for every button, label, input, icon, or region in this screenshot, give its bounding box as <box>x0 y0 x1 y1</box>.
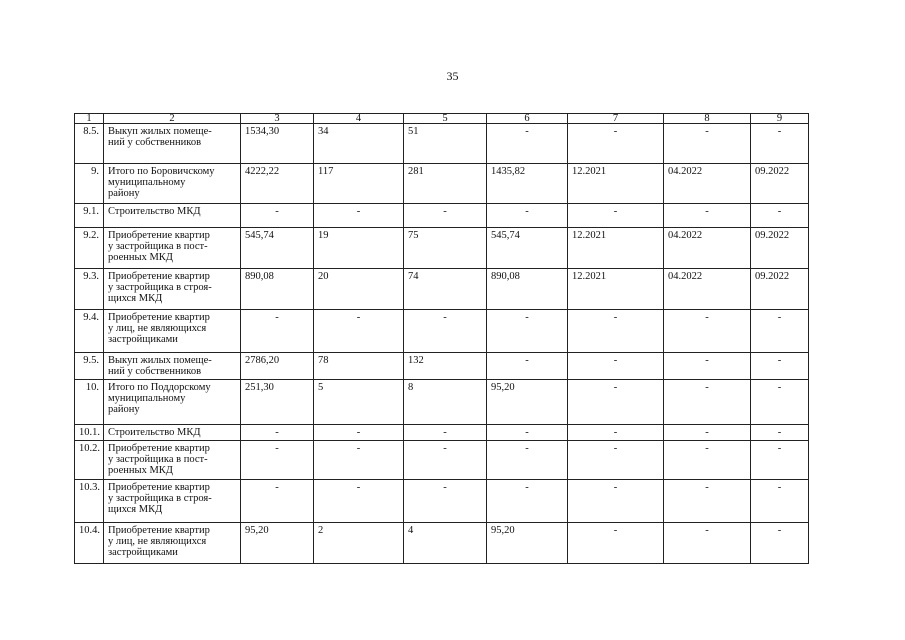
row-number-cell: 8.5. <box>75 124 104 164</box>
row-number-cell: 9.5. <box>75 353 104 380</box>
table-row <box>75 310 809 353</box>
row-name-cell: Выкуп жилых помеще- ний у собственников <box>104 353 241 380</box>
row-name-cell: Выкуп жилых помеще- ний у собственников <box>104 124 241 164</box>
col9-cell: 09.2022 <box>751 269 809 310</box>
table-row <box>75 353 809 380</box>
col9-cell: - <box>751 124 809 164</box>
col3-cell: - <box>241 310 314 353</box>
row-name-cell: Строительство МКД <box>104 204 241 228</box>
col6-cell: 1435,82 <box>487 164 568 204</box>
table-row <box>75 228 809 269</box>
col6-cell: 95,20 <box>487 380 568 425</box>
col5-cell: 281 <box>404 164 487 204</box>
col5-cell: 8 <box>404 380 487 425</box>
col9-cell: - <box>751 310 809 353</box>
col8-cell: 04.2022 <box>664 164 751 204</box>
col5-cell: - <box>404 425 487 441</box>
col7-cell: - <box>568 310 664 353</box>
table-row <box>75 204 809 228</box>
row-name-cell: Приобретение квартир у застройщика в строя- щихся МКД <box>104 480 241 523</box>
col5-cell: 74 <box>404 269 487 310</box>
col7-cell: - <box>568 380 664 425</box>
header-cell: 2 <box>104 114 241 124</box>
col6-cell: 95,20 <box>487 523 568 564</box>
table-row <box>75 124 809 164</box>
row-number-cell: 10.2. <box>75 441 104 480</box>
header-cell: 1 <box>75 114 104 124</box>
col5-cell: 4 <box>404 523 487 564</box>
col9-cell: - <box>751 353 809 380</box>
col6-cell: - <box>487 441 568 480</box>
row-number-cell: 9.3. <box>75 269 104 310</box>
col6-cell: - <box>487 204 568 228</box>
row-number-cell: 10.4. <box>75 523 104 564</box>
col4-cell: - <box>314 480 404 523</box>
col7-cell: 12.2021 <box>568 269 664 310</box>
col3-cell: - <box>241 425 314 441</box>
col5-cell: 51 <box>404 124 487 164</box>
col9-cell: - <box>751 380 809 425</box>
row-number-cell: 10.1. <box>75 425 104 441</box>
col3-cell: - <box>241 441 314 480</box>
col8-cell: - <box>664 425 751 441</box>
col4-cell: 117 <box>314 164 404 204</box>
col8-cell: - <box>664 523 751 564</box>
table-row <box>75 480 809 523</box>
col7-cell: - <box>568 425 664 441</box>
col4-cell: 20 <box>314 269 404 310</box>
header-cell: 9 <box>751 114 809 124</box>
table-body <box>75 114 809 564</box>
col4-cell: - <box>314 441 404 480</box>
col7-cell: 12.2021 <box>568 228 664 269</box>
col6-cell: 890,08 <box>487 269 568 310</box>
col7-cell: - <box>568 204 664 228</box>
col3-cell: 251,30 <box>241 380 314 425</box>
col3-cell: 1534,30 <box>241 124 314 164</box>
header-cell: 5 <box>404 114 487 124</box>
col4-cell: - <box>314 204 404 228</box>
col3-cell: 95,20 <box>241 523 314 564</box>
program-table <box>74 113 809 564</box>
col7-cell: - <box>568 523 664 564</box>
col8-cell: - <box>664 204 751 228</box>
col4-cell: 34 <box>314 124 404 164</box>
col9-cell: - <box>751 523 809 564</box>
col9-cell: - <box>751 480 809 523</box>
col9-cell: - <box>751 204 809 228</box>
col3-cell: - <box>241 480 314 523</box>
col4-cell: 19 <box>314 228 404 269</box>
col8-cell: - <box>664 353 751 380</box>
col6-cell: - <box>487 480 568 523</box>
col5-cell: 75 <box>404 228 487 269</box>
col7-cell: - <box>568 124 664 164</box>
col3-cell: 545,74 <box>241 228 314 269</box>
row-name-cell: Строительство МКД <box>104 425 241 441</box>
col3-cell: - <box>241 204 314 228</box>
col9-cell: - <box>751 425 809 441</box>
col7-cell: 12.2021 <box>568 164 664 204</box>
col4-cell: 78 <box>314 353 404 380</box>
row-name-cell: Приобретение квартир у лиц, не являющихся застройщиками <box>104 523 241 564</box>
col8-cell: 04.2022 <box>664 228 751 269</box>
col7-cell: - <box>568 480 664 523</box>
header-cell: 4 <box>314 114 404 124</box>
row-number-cell: 10.3. <box>75 480 104 523</box>
header-cell: 6 <box>487 114 568 124</box>
table-row <box>75 425 809 441</box>
row-name-cell: Приобретение квартир у застройщика в пост- роенных МКД <box>104 228 241 269</box>
row-name-cell: Приобретение квартир у застройщика в строя- щихся МКД <box>104 269 241 310</box>
col3-cell: 2786,20 <box>241 353 314 380</box>
col4-cell: 2 <box>314 523 404 564</box>
col6-cell: 545,74 <box>487 228 568 269</box>
col8-cell: 04.2022 <box>664 269 751 310</box>
col9-cell: 09.2022 <box>751 228 809 269</box>
col8-cell: - <box>664 441 751 480</box>
row-name-cell: Приобретение квартир у застройщика в пост- роенных МКД <box>104 441 241 480</box>
col5-cell: - <box>404 441 487 480</box>
table-row <box>75 441 809 480</box>
col5-cell: - <box>404 480 487 523</box>
col6-cell: - <box>487 124 568 164</box>
header-cell: 3 <box>241 114 314 124</box>
col5-cell: - <box>404 204 487 228</box>
col6-cell: - <box>487 310 568 353</box>
col4-cell: 5 <box>314 380 404 425</box>
header-cell: 7 <box>568 114 664 124</box>
row-name-cell: Итого по Поддорскому муниципальному району <box>104 380 241 425</box>
col6-cell: - <box>487 353 568 380</box>
col5-cell: - <box>404 310 487 353</box>
row-number-cell: 9.2. <box>75 228 104 269</box>
col5-cell: 132 <box>404 353 487 380</box>
col6-cell: - <box>487 425 568 441</box>
table-row <box>75 523 809 564</box>
col9-cell: - <box>751 441 809 480</box>
col7-cell: - <box>568 353 664 380</box>
table-row <box>75 269 809 310</box>
col8-cell: - <box>664 380 751 425</box>
row-name-cell: Итого по Боровичскому муниципальному району <box>104 164 241 204</box>
col3-cell: 4222,22 <box>241 164 314 204</box>
row-name-cell: Приобретение квартир у лиц, не являющихся застройщиками <box>104 310 241 353</box>
col4-cell: - <box>314 310 404 353</box>
row-number-cell: 9. <box>75 164 104 204</box>
header-row <box>75 114 809 124</box>
col9-cell: 09.2022 <box>751 164 809 204</box>
col8-cell: - <box>664 480 751 523</box>
col8-cell: - <box>664 124 751 164</box>
table-row <box>75 164 809 204</box>
row-number-cell: 9.1. <box>75 204 104 228</box>
col3-cell: 890,08 <box>241 269 314 310</box>
row-number-cell: 9.4. <box>75 310 104 353</box>
row-number-cell: 10. <box>75 380 104 425</box>
page-number: 35 <box>446 69 459 83</box>
table-row <box>75 380 809 425</box>
col4-cell: - <box>314 425 404 441</box>
header-cell: 8 <box>664 114 751 124</box>
col7-cell: - <box>568 441 664 480</box>
col8-cell: - <box>664 310 751 353</box>
